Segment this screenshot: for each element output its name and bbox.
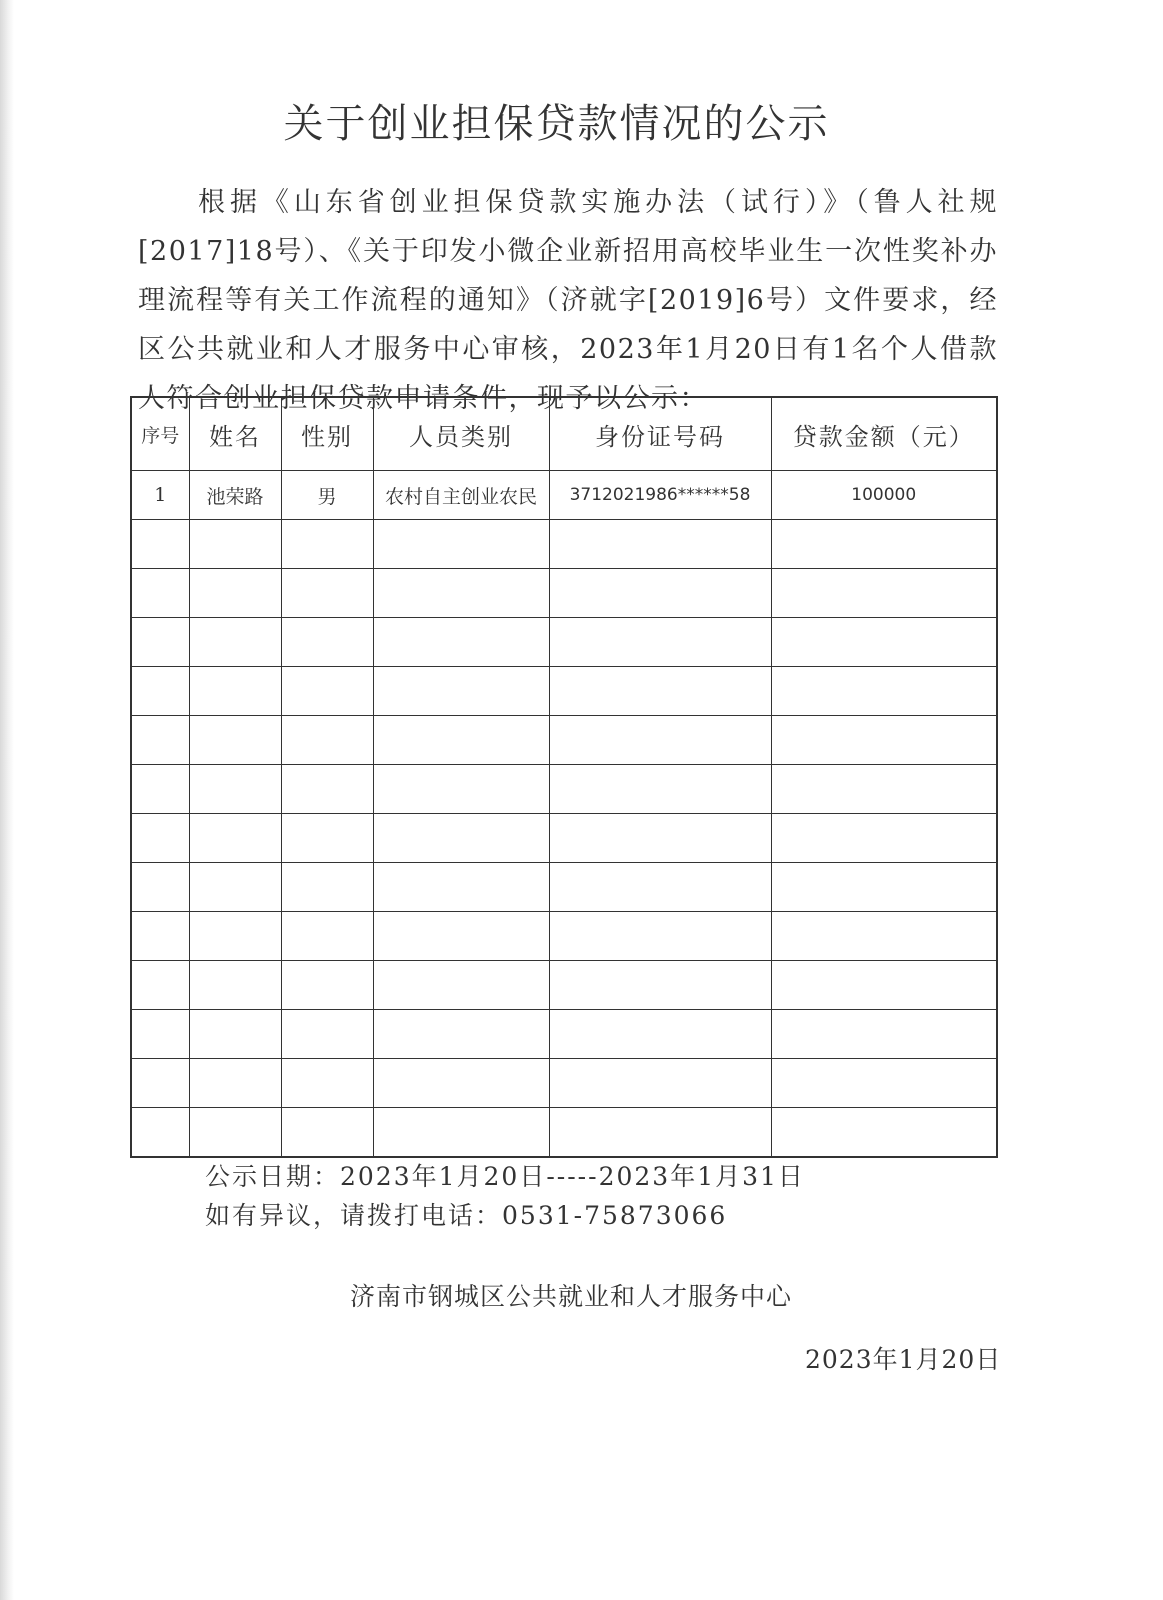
objection-contact: 如有异议，请拨打电话：0531-75873066 [205, 1201, 728, 1230]
cell-gender: 男 [281, 471, 373, 520]
empty-row [131, 912, 997, 961]
header-index: 序号 [131, 397, 189, 471]
header-gender: 性别 [281, 397, 373, 471]
header-loan-amount: 贷款金额（元） [771, 397, 997, 471]
empty-row [131, 618, 997, 667]
empty-row [131, 1108, 997, 1158]
header-id-number: 身份证号码 [549, 397, 771, 471]
header-name: 姓名 [189, 397, 281, 471]
announcement-body: 根据《山东省创业担保贷款实施办法（试行）》（鲁人社规[2017]18号）、《关于印发小微企业新招用高校毕业生一次性奖补办理流程等有关工作流程的通知》（济就字[2019]6号）文件要求，经区公共就业和人才服务中心审核，2023年1月20日有1名个人借款人符合创业担保贷款申请条件，现予以公示： [138, 187, 998, 414]
cell-id-number: 3712021986******58 [549, 471, 771, 520]
cell-index: 1 [131, 471, 189, 520]
header-category: 人员类别 [373, 397, 549, 471]
empty-row [131, 1059, 997, 1108]
loan-roster-table [130, 396, 998, 1158]
empty-row [131, 569, 997, 618]
issuing-organization: 济南市钢城区公共就业和人才服务中心 [350, 1282, 793, 1311]
table-header-row [131, 397, 997, 471]
scan-edge [0, 0, 14, 1600]
empty-row [131, 667, 997, 716]
publicity-period: 公示日期：2023年1月20日-----2023年1月31日 [205, 1162, 805, 1191]
issue-date: 2023年1月20日 [805, 1345, 1002, 1374]
empty-row [131, 765, 997, 814]
cell-category: 农村自主创业农民 [373, 471, 549, 520]
empty-row [131, 716, 997, 765]
cell-name: 池荣路 [189, 471, 281, 520]
empty-row [131, 961, 997, 1010]
empty-row [131, 1010, 997, 1059]
empty-row [131, 520, 997, 569]
empty-row [131, 814, 997, 863]
empty-row [131, 863, 997, 912]
document-title: 关于创业担保贷款情况的公示 [283, 101, 830, 147]
cell-loan-amount: 100000 [771, 471, 997, 520]
table-row [131, 471, 997, 520]
